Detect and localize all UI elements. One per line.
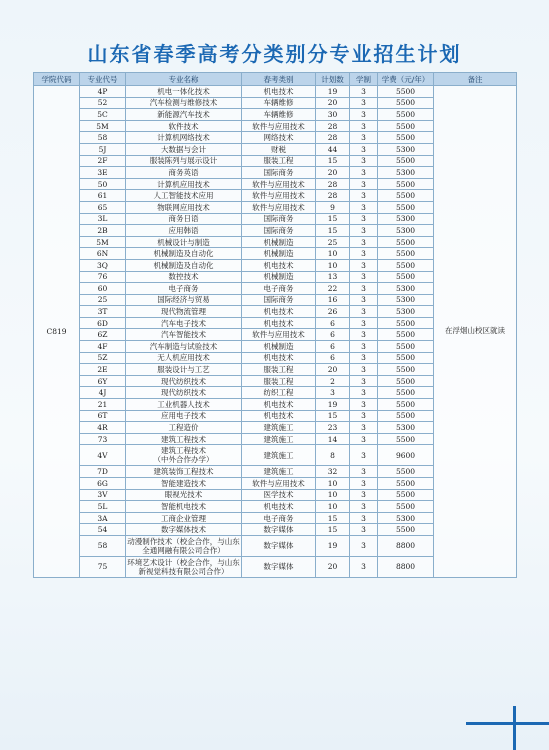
category-cell: 机电技术 [242,501,316,513]
major-code-cell: 6D [80,317,126,329]
major-name-cell: 人工智能技术应用 [126,190,242,202]
plan-count-cell: 28 [316,178,350,190]
major-name-cell: 现代物流管理 [126,306,242,318]
major-code-cell: 60 [80,283,126,295]
years-cell: 3 [350,225,378,237]
major-code-cell: 58 [80,132,126,144]
tuition-cell: 8800 [378,556,434,577]
major-code-cell: 2B [80,225,126,237]
tuition-cell: 5500 [378,433,434,445]
years-cell: 3 [350,535,378,556]
category-cell: 软件与应用技术 [242,329,316,341]
major-name-cell: 商务英语 [126,167,242,179]
tuition-cell: 5500 [378,466,434,478]
tuition-cell: 5500 [378,399,434,411]
category-cell: 国际商务 [242,167,316,179]
category-cell: 机电技术 [242,306,316,318]
years-cell: 3 [350,341,378,353]
major-name-cell: 汽车智能技术 [126,329,242,341]
major-code-cell: 5Z [80,352,126,364]
notes-cell: 在浮烟山校区就读 [434,86,517,578]
plan-count-cell: 15 [316,512,350,524]
major-name-cell: 服装陈列与展示设计 [126,155,242,167]
tuition-cell: 5300 [378,213,434,225]
tuition-cell: 5500 [378,236,434,248]
major-code-cell: 73 [80,433,126,445]
years-cell: 3 [350,236,378,248]
plan-count-cell: 13 [316,271,350,283]
years-cell: 3 [350,445,378,466]
category-cell: 软件与应用技术 [242,120,316,132]
major-name-cell: 商务日语 [126,213,242,225]
tuition-cell: 5500 [378,97,434,109]
category-cell: 财税 [242,143,316,155]
major-code-cell: 21 [80,399,126,411]
major-name-cell: 环境艺术设计（校企合作，与山东新视觉科技有限公司合作） [127,557,240,576]
tuition-cell: 9600 [378,445,434,466]
category-cell: 数字媒体 [242,535,316,556]
major-name-cell: 汽车制造与试验技术 [126,341,242,353]
plan-count-cell: 10 [316,248,350,260]
plan-count-cell: 30 [316,109,350,121]
years-cell: 3 [350,143,378,155]
plan-count-cell: 15 [316,524,350,536]
years-cell: 3 [350,433,378,445]
tuition-cell: 5500 [378,86,434,98]
major-code-cell: 3Q [80,259,126,271]
major-code-cell: 25 [80,294,126,306]
category-cell: 机械制造 [242,236,316,248]
tuition-cell: 5500 [378,341,434,353]
major-name-cell: 无人机应用技术 [126,352,242,364]
years-cell: 3 [350,501,378,513]
plan-count-cell: 20 [316,167,350,179]
years-cell: 3 [350,86,378,98]
header-plan-count: 计划数 [316,73,350,86]
category-cell: 服装工程 [242,155,316,167]
tuition-cell: 8800 [378,535,434,556]
major-name-cell: 现代纺织技术 [126,375,242,387]
header-category: 春考类别 [242,73,316,86]
major-code-cell: 7D [80,466,126,478]
plan-count-cell: 8 [316,445,350,466]
category-cell: 机电技术 [242,317,316,329]
major-name-cell: 软件技术 [126,120,242,132]
years-cell: 3 [350,556,378,577]
major-name-cell: 机械设计与制造 [126,236,242,248]
plan-count-cell: 3 [316,387,350,399]
tuition-cell: 5500 [378,329,434,341]
tuition-cell: 5500 [378,132,434,144]
years-cell: 3 [350,97,378,109]
category-cell: 医学技术 [242,489,316,501]
major-code-cell: 2E [80,364,126,376]
category-cell: 车辆维修 [242,109,316,121]
tuition-cell: 5500 [378,489,434,501]
major-name-cell: 智能机电技术 [126,501,242,513]
years-cell: 3 [350,478,378,490]
years-cell: 3 [350,466,378,478]
corner-cross-decoration-horizontal [466,722,549,725]
major-code-cell: 3A [80,512,126,524]
tuition-cell: 5500 [378,120,434,132]
plan-count-cell: 16 [316,294,350,306]
plan-count-cell: 32 [316,466,350,478]
plan-count-cell: 20 [316,364,350,376]
plan-count-cell: 15 [316,225,350,237]
major-code-cell: 5M [80,120,126,132]
tuition-cell: 5500 [378,190,434,202]
years-cell: 3 [350,422,378,434]
plan-count-cell: 15 [316,410,350,422]
major-name-cell: 国际经济与贸易 [126,294,242,306]
category-cell: 机械制造 [242,271,316,283]
tuition-cell: 5500 [378,478,434,490]
plan-count-cell: 23 [316,422,350,434]
corner-cross-decoration-vertical [513,706,516,750]
category-cell: 软件与应用技术 [242,478,316,490]
major-code-cell: 6Y [80,375,126,387]
plan-count-cell: 15 [316,213,350,225]
years-cell: 3 [350,317,378,329]
years-cell: 3 [350,375,378,387]
plan-count-cell: 22 [316,283,350,295]
category-cell: 软件与应用技术 [242,190,316,202]
major-code-cell: 6G [80,478,126,490]
major-code-cell: 65 [80,201,126,213]
page-title: 山东省春季高考分类别分专业招生计划 [87,42,462,66]
tuition-cell: 5500 [378,259,434,271]
years-cell: 3 [350,178,378,190]
category-cell: 机械制造 [242,341,316,353]
category-cell: 机电技术 [242,259,316,271]
table-header-row [34,73,517,86]
major-code-cell: 5C [80,109,126,121]
category-cell: 建筑施工 [242,433,316,445]
plan-count-cell: 20 [316,97,350,109]
major-name-cell: 智能建造技术 [126,478,242,490]
category-cell: 电子商务 [242,512,316,524]
years-cell: 3 [350,524,378,536]
plan-count-cell: 10 [316,501,350,513]
tuition-cell: 5300 [378,143,434,155]
major-name-cell: 应用电子技术 [126,410,242,422]
years-cell: 3 [350,248,378,260]
years-cell: 3 [350,352,378,364]
major-code-cell: 5L [80,501,126,513]
years-cell: 3 [350,399,378,411]
years-cell: 3 [350,410,378,422]
plan-count-cell: 19 [316,535,350,556]
header-years: 学制 [350,73,378,86]
tuition-cell: 5300 [378,306,434,318]
major-name-cell: 工业机器人技术 [126,399,242,411]
major-code-cell: 3L [80,213,126,225]
tuition-cell: 5500 [378,178,434,190]
major-name-cell: 汽车电子技术 [126,317,242,329]
header-tuition: 学费（元/年） [378,73,434,86]
tuition-cell: 5500 [378,410,434,422]
category-cell: 网络技术 [242,132,316,144]
major-name-cell: 计算机应用技术 [126,178,242,190]
plan-count-cell: 10 [316,259,350,271]
plan-count-cell: 2 [316,375,350,387]
enrollment-plan-table [33,72,517,578]
tuition-cell: 5300 [378,294,434,306]
years-cell: 3 [350,259,378,271]
years-cell: 3 [350,132,378,144]
major-code-cell: 4F [80,341,126,353]
plan-count-cell: 10 [316,478,350,490]
major-name-cell: 大数据与会计 [126,143,242,155]
major-name-cell: 电子商务 [126,283,242,295]
plan-count-cell: 9 [316,201,350,213]
tuition-cell: 5500 [378,109,434,121]
header-major-name: 专业名称 [126,73,242,86]
tuition-cell: 5500 [378,364,434,376]
tuition-cell: 5300 [378,422,434,434]
plan-count-cell: 28 [316,190,350,202]
plan-count-cell: 19 [316,399,350,411]
category-cell: 车辆维修 [242,97,316,109]
major-name-cell: 建筑工程技术 [126,433,242,445]
plan-count-cell: 28 [316,120,350,132]
tuition-cell: 5300 [378,225,434,237]
major-name-cell: 机电一体化技术 [126,86,242,98]
major-code-cell: 6T [80,410,126,422]
category-cell: 机电技术 [242,410,316,422]
category-cell: 机电技术 [242,352,316,364]
major-name-cell: 数字媒体技术 [126,524,242,536]
plan-count-cell: 6 [316,341,350,353]
years-cell: 3 [350,329,378,341]
major-code-cell: 5M [80,236,126,248]
tuition-cell: 5500 [378,375,434,387]
major-name-cell: 现代纺织技术 [126,387,242,399]
major-code-cell: 61 [80,190,126,202]
years-cell: 3 [350,213,378,225]
category-cell: 机械制造 [242,248,316,260]
major-code-cell: 6N [80,248,126,260]
major-code-cell: 58 [80,535,126,556]
major-name-cell: 建筑工程技术 （中外合作办学） [126,445,242,466]
major-name-cell: 眼视光技术 [126,489,242,501]
major-code-cell: 4J [80,387,126,399]
tuition-cell: 5500 [378,248,434,260]
plan-count-cell: 19 [316,86,350,98]
category-cell: 软件与应用技术 [242,201,316,213]
years-cell: 3 [350,306,378,318]
tuition-cell: 5500 [378,524,434,536]
header-school-code: 学院代码 [34,73,80,86]
category-cell: 服装工程 [242,364,316,376]
major-name-cell: 数控技术 [126,271,242,283]
years-cell: 3 [350,364,378,376]
major-code-cell: 76 [80,271,126,283]
major-code-cell: 6Z [80,329,126,341]
plan-count-cell: 6 [316,352,350,364]
major-name-cell: 服装设计与工艺 [126,364,242,376]
school-code-cell: C819 [34,86,80,578]
major-name-cell: 工程造价 [126,422,242,434]
major-code-cell: 75 [80,556,126,577]
years-cell: 3 [350,155,378,167]
plan-count-cell: 6 [316,329,350,341]
category-cell: 建筑施工 [242,422,316,434]
category-cell: 建筑施工 [242,445,316,466]
tuition-cell: 5300 [378,167,434,179]
plan-count-cell: 44 [316,143,350,155]
major-name-cell: 工商企业管理 [126,512,242,524]
years-cell: 3 [350,271,378,283]
category-cell: 国际商务 [242,294,316,306]
category-cell: 服装工程 [242,375,316,387]
years-cell: 3 [350,120,378,132]
plan-count-cell: 20 [316,556,350,577]
plan-count-cell: 15 [316,155,350,167]
years-cell: 3 [350,201,378,213]
major-code-cell: 2F [80,155,126,167]
major-name-cell: 物联网应用技术 [126,201,242,213]
major-name-cell: 建筑装饰工程技术 [126,466,242,478]
tuition-cell: 5500 [378,155,434,167]
plan-count-cell: 14 [316,433,350,445]
plan-count-cell: 26 [316,306,350,318]
years-cell: 3 [350,512,378,524]
category-cell: 建筑施工 [242,466,316,478]
tuition-cell: 5300 [378,512,434,524]
tuition-cell: 5500 [378,317,434,329]
major-name-cell: 计算机网络技术 [126,132,242,144]
major-name-cell: 应用韩语 [126,225,242,237]
category-cell: 纺织工程 [242,387,316,399]
major-code-cell: 50 [80,178,126,190]
major-code-cell: 5J [80,143,126,155]
plan-count-cell: 10 [316,489,350,501]
major-code-cell: 54 [80,524,126,536]
tuition-cell: 5300 [378,283,434,295]
major-name-cell: 动漫制作技术（校企合作，与山东全通网融有限公司合作） [127,536,240,555]
years-cell: 3 [350,294,378,306]
major-code-cell: 4R [80,422,126,434]
major-code-cell: 4P [80,86,126,98]
major-code-cell: 4V [80,445,126,466]
years-cell: 3 [350,167,378,179]
tuition-cell: 5500 [378,271,434,283]
major-name-cell: 新能源汽车技术 [126,109,242,121]
category-cell: 国际商务 [242,225,316,237]
tuition-cell: 5500 [378,201,434,213]
category-cell: 电子商务 [242,283,316,295]
major-name-cell: 机械制造及自动化 [126,248,242,260]
major-code-cell: 3V [80,489,126,501]
major-code-cell: 3T [80,306,126,318]
tuition-cell: 5500 [378,352,434,364]
major-name-cell: 机械制造及自动化 [126,259,242,271]
years-cell: 3 [350,283,378,295]
years-cell: 3 [350,489,378,501]
category-cell: 机电技术 [242,86,316,98]
header-notes: 备注 [434,73,517,86]
plan-count-cell: 6 [316,317,350,329]
category-cell: 国际商务 [242,213,316,225]
plan-count-cell: 28 [316,132,350,144]
category-cell: 软件与应用技术 [242,178,316,190]
years-cell: 3 [350,190,378,202]
years-cell: 3 [350,109,378,121]
years-cell: 3 [350,387,378,399]
major-code-cell: 52 [80,97,126,109]
table-row [34,86,517,98]
tuition-cell: 5500 [378,387,434,399]
header-major-code: 专业代号 [80,73,126,86]
category-cell: 数字媒体 [242,556,316,577]
major-code-cell: 3E [80,167,126,179]
category-cell: 数字媒体 [242,524,316,536]
tuition-cell: 5500 [378,501,434,513]
category-cell: 机电技术 [242,399,316,411]
plan-count-cell: 25 [316,236,350,248]
major-name-cell: 汽车检测与维修技术 [126,97,242,109]
